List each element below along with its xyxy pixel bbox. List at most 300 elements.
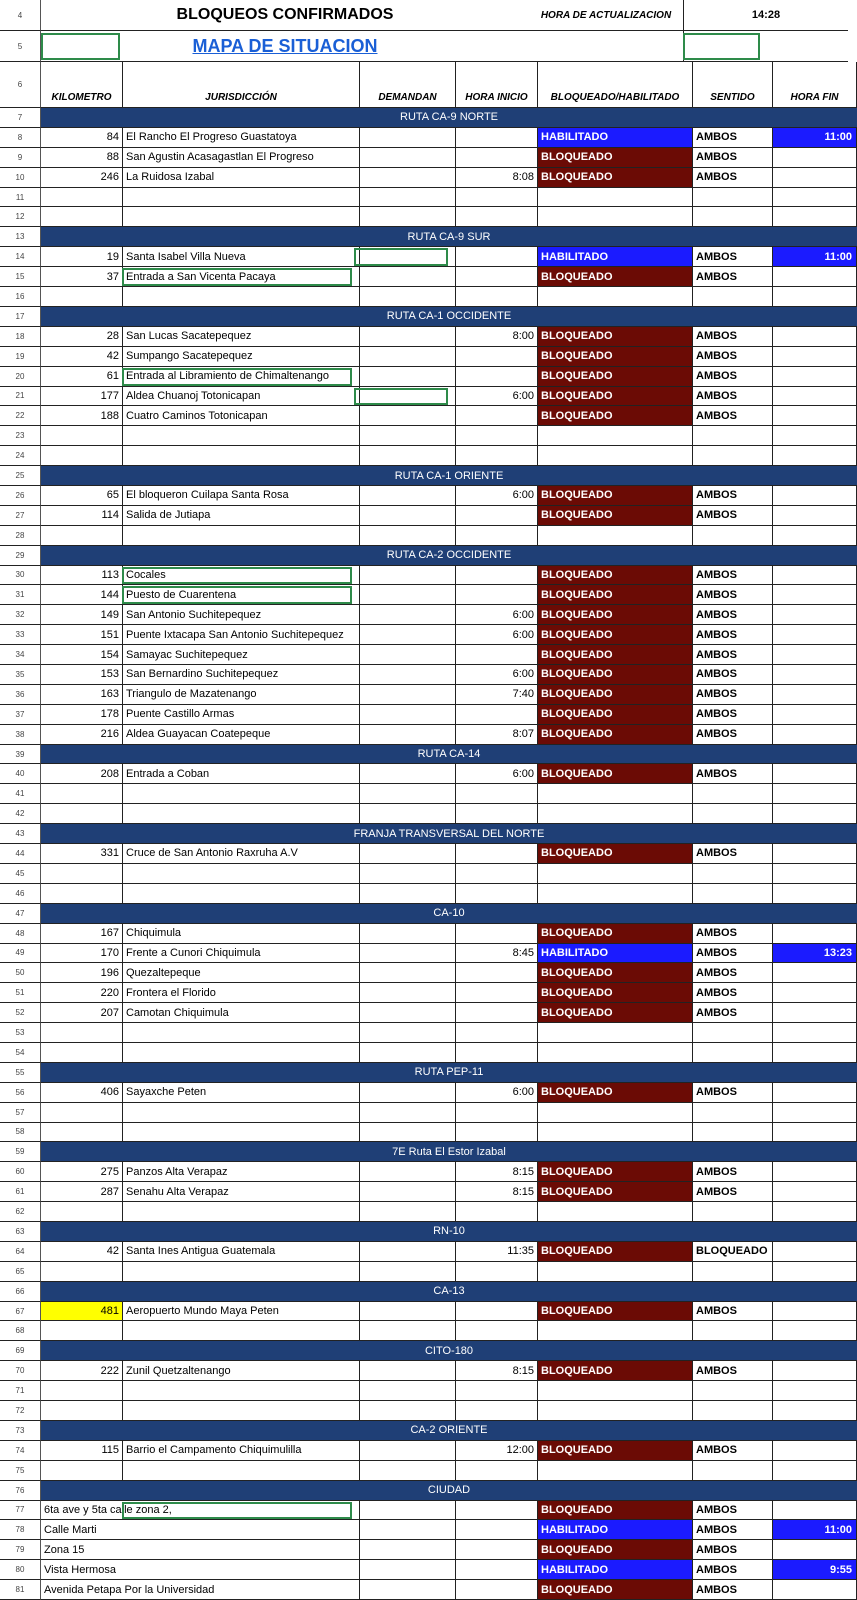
demandan-cell[interactable] [360, 168, 456, 188]
hora-inicio-cell[interactable] [456, 1003, 538, 1023]
demandan-cell[interactable] [360, 924, 456, 944]
demandan-cell[interactable] [360, 367, 456, 387]
kilometro-cell[interactable]: 153 [41, 665, 123, 685]
row-number[interactable]: 18 [0, 327, 41, 347]
sentido-cell[interactable] [693, 207, 773, 227]
sentido-cell[interactable]: AMBOS [693, 327, 773, 347]
hora-fin-cell[interactable] [773, 168, 857, 188]
kilometro-cell[interactable] [41, 526, 123, 546]
sentido-cell[interactable]: AMBOS [693, 645, 773, 665]
jurisdiccion-cell[interactable]: El Rancho El Progreso Guastatoya [123, 128, 360, 148]
jurisdiccion-cell[interactable]: Quezaltepeque [123, 963, 360, 983]
demandan-cell[interactable] [360, 1242, 456, 1262]
demandan-cell[interactable] [360, 1162, 456, 1182]
jurisdiccion-cell[interactable] [123, 1023, 360, 1043]
kilometro-cell[interactable]: 42 [41, 1242, 123, 1262]
hora-inicio-cell[interactable]: 11:35 [456, 1242, 538, 1262]
hora-fin-cell[interactable] [773, 446, 857, 466]
hora-fin-cell[interactable] [773, 884, 857, 904]
sentido-cell[interactable]: AMBOS [693, 1083, 773, 1103]
jurisdiccion-cell[interactable] [123, 446, 360, 466]
sentido-cell[interactable] [693, 864, 773, 884]
estado-cell[interactable] [538, 864, 693, 884]
sentido-cell[interactable]: AMBOS [693, 705, 773, 725]
row-number[interactable]: 6 [0, 62, 41, 108]
sentido-cell[interactable]: AMBOS [693, 247, 773, 267]
row-number[interactable]: 60 [0, 1162, 41, 1182]
demandan-cell[interactable] [360, 1202, 456, 1222]
sentido-cell[interactable] [693, 188, 773, 208]
kilometro-cell[interactable] [41, 1401, 123, 1421]
jurisdiccion-cell[interactable]: San Bernardino Suchitepequez [123, 665, 360, 685]
kilometro-cell[interactable]: 151 [41, 625, 123, 645]
hora-fin-cell[interactable]: 9:55 [773, 1560, 857, 1580]
hora-inicio-cell[interactable] [456, 1043, 538, 1063]
row-number[interactable]: 75 [0, 1461, 41, 1481]
kilometro-cell[interactable] [41, 804, 123, 824]
row-number[interactable]: 44 [0, 844, 41, 864]
estado-cell[interactable] [538, 446, 693, 466]
row-number[interactable]: 51 [0, 983, 41, 1003]
estado-cell[interactable]: HABILITADO [538, 944, 693, 964]
hora-fin-cell[interactable] [773, 1023, 857, 1043]
sentido-cell[interactable]: AMBOS [693, 685, 773, 705]
row-number[interactable]: 73 [0, 1421, 41, 1441]
kilometro-cell[interactable] [41, 784, 123, 804]
sentido-cell[interactable]: AMBOS [693, 1003, 773, 1023]
col-hora-fin[interactable]: HORA FIN [773, 62, 857, 108]
kilometro-cell[interactable]: 287 [41, 1182, 123, 1202]
hora-inicio-cell[interactable] [456, 188, 538, 208]
estado-cell[interactable] [538, 884, 693, 904]
hora-fin-cell[interactable] [773, 1162, 857, 1182]
hora-fin-cell[interactable] [773, 1043, 857, 1063]
row-number[interactable]: 5 [0, 31, 41, 62]
sentido-cell[interactable]: AMBOS [693, 506, 773, 526]
sentido-cell[interactable]: AMBOS [693, 844, 773, 864]
hora-inicio-cell[interactable] [456, 446, 538, 466]
demandan-cell[interactable] [360, 1003, 456, 1023]
jurisdiccion-cell[interactable]: Puesto de Cuarentena [123, 585, 360, 605]
estado-cell[interactable]: BLOQUEADO [538, 585, 693, 605]
sentido-cell[interactable] [693, 426, 773, 446]
hora-fin-cell[interactable] [773, 1242, 857, 1262]
jurisdiccion-cell[interactable]: Frente a Cunori Chiquimula [123, 944, 360, 964]
jurisdiccion-cell[interactable]: Triangulo de Mazatenango [123, 685, 360, 705]
demandan-cell[interactable] [360, 963, 456, 983]
row-number[interactable]: 31 [0, 585, 41, 605]
kilometro-cell[interactable] [41, 1043, 123, 1063]
estado-cell[interactable] [538, 426, 693, 446]
row-number[interactable]: 32 [0, 605, 41, 625]
sentido-cell[interactable]: AMBOS [693, 1182, 773, 1202]
row-number[interactable]: 74 [0, 1441, 41, 1461]
hora-fin-cell[interactable] [773, 1441, 857, 1461]
sentido-cell[interactable]: AMBOS [693, 605, 773, 625]
hora-inicio-cell[interactable] [456, 784, 538, 804]
jurisdiccion-cell[interactable]: Aldea Guayacan Coatepeque [123, 725, 360, 745]
hora-fin-cell[interactable] [773, 1302, 857, 1322]
jurisdiccion-cell[interactable]: Santa Isabel Villa Nueva [123, 247, 360, 267]
sentido-cell[interactable]: AMBOS [693, 1540, 773, 1560]
estado-cell[interactable]: BLOQUEADO [538, 725, 693, 745]
row-number[interactable]: 46 [0, 884, 41, 904]
demandan-cell[interactable] [360, 1321, 456, 1341]
estado-cell[interactable]: BLOQUEADO [538, 1083, 693, 1103]
kilometro-cell[interactable]: 481 [41, 1302, 123, 1322]
hora-fin-cell[interactable] [773, 924, 857, 944]
empty-cell[interactable] [529, 31, 684, 62]
row-number[interactable]: 48 [0, 924, 41, 944]
sentido-cell[interactable] [693, 1401, 773, 1421]
hora-inicio-cell[interactable] [456, 247, 538, 267]
row-number[interactable]: 58 [0, 1123, 41, 1143]
kilometro-cell[interactable]: 208 [41, 764, 123, 784]
row-number[interactable]: 54 [0, 1043, 41, 1063]
kilometro-cell[interactable]: 188 [41, 406, 123, 426]
row-number[interactable]: 77 [0, 1501, 41, 1521]
hora-inicio-cell[interactable] [456, 864, 538, 884]
row-number[interactable]: 36 [0, 685, 41, 705]
hora-fin-cell[interactable] [773, 685, 857, 705]
hora-fin-cell[interactable] [773, 1182, 857, 1202]
estado-cell[interactable] [538, 1262, 693, 1282]
jurisdiccion-cell[interactable]: Zona 15 [41, 1540, 360, 1560]
kilometro-cell[interactable]: 42 [41, 347, 123, 367]
hora-inicio-cell[interactable] [456, 1560, 538, 1580]
jurisdiccion-cell[interactable]: Panzos Alta Verapaz [123, 1162, 360, 1182]
hora-fin-cell[interactable] [773, 1361, 857, 1381]
hora-inicio-cell[interactable]: 8:45 [456, 944, 538, 964]
row-number[interactable]: 67 [0, 1302, 41, 1322]
row-number[interactable]: 25 [0, 466, 41, 486]
hora-inicio-cell[interactable] [456, 367, 538, 387]
row-number[interactable]: 65 [0, 1262, 41, 1282]
estado-cell[interactable]: BLOQUEADO [538, 347, 693, 367]
row-number[interactable]: 21 [0, 387, 41, 407]
demandan-cell[interactable] [360, 864, 456, 884]
estado-cell[interactable]: HABILITADO [538, 1560, 693, 1580]
estado-cell[interactable]: BLOQUEADO [538, 625, 693, 645]
jurisdiccion-cell[interactable] [123, 1123, 360, 1143]
col-kilometro[interactable]: KILOMETRO [41, 62, 123, 108]
kilometro-cell[interactable]: 222 [41, 1361, 123, 1381]
sentido-cell[interactable] [693, 446, 773, 466]
estado-cell[interactable]: BLOQUEADO [538, 705, 693, 725]
jurisdiccion-cell[interactable] [123, 1103, 360, 1123]
demandan-cell[interactable] [360, 944, 456, 964]
demandan-cell[interactable] [360, 804, 456, 824]
hora-inicio-cell[interactable] [456, 1520, 538, 1540]
sentido-cell[interactable]: AMBOS [693, 566, 773, 586]
hora-inicio-cell[interactable]: 8:00 [456, 327, 538, 347]
estado-cell[interactable]: HABILITADO [538, 128, 693, 148]
sentido-cell[interactable]: AMBOS [693, 367, 773, 387]
demandan-cell[interactable] [360, 725, 456, 745]
sentido-cell[interactable]: AMBOS [693, 924, 773, 944]
jurisdiccion-cell[interactable]: San Lucas Sacatepequez [123, 327, 360, 347]
hora-fin-cell[interactable] [773, 406, 857, 426]
kilometro-cell[interactable]: 196 [41, 963, 123, 983]
jurisdiccion-cell[interactable]: Frontera el Florido [123, 983, 360, 1003]
hora-fin-cell[interactable] [773, 725, 857, 745]
sentido-cell[interactable] [693, 1381, 773, 1401]
jurisdiccion-cell[interactable] [123, 864, 360, 884]
row-number[interactable]: 29 [0, 546, 41, 566]
kilometro-cell[interactable] [41, 1023, 123, 1043]
sentido-cell[interactable]: AMBOS [693, 267, 773, 287]
sentido-cell[interactable] [693, 526, 773, 546]
hora-inicio-cell[interactable]: 12:00 [456, 1441, 538, 1461]
hora-inicio-cell[interactable] [456, 983, 538, 1003]
demandan-cell[interactable] [360, 566, 456, 586]
hora-fin-cell[interactable]: 13:23 [773, 944, 857, 964]
estado-cell[interactable] [538, 188, 693, 208]
hora-inicio-cell[interactable]: 6:00 [456, 605, 538, 625]
row-number[interactable]: 64 [0, 1242, 41, 1262]
jurisdiccion-cell[interactable]: Samayac Suchitepequez [123, 645, 360, 665]
estado-cell[interactable] [538, 287, 693, 307]
jurisdiccion-cell[interactable]: Puente Castillo Armas [123, 705, 360, 725]
estado-cell[interactable]: BLOQUEADO [538, 566, 693, 586]
row-number[interactable]: 39 [0, 745, 41, 765]
hora-inicio-cell[interactable] [456, 705, 538, 725]
estado-cell[interactable]: BLOQUEADO [538, 267, 693, 287]
sentido-cell[interactable]: BLOQUEADO [693, 1242, 773, 1262]
row-number[interactable]: 12 [0, 207, 41, 227]
demandan-cell[interactable] [360, 705, 456, 725]
col-demandan[interactable]: DEMANDAN [360, 62, 456, 108]
jurisdiccion-cell[interactable]: Barrio el Campamento Chiquimulilla [123, 1441, 360, 1461]
jurisdiccion-cell[interactable] [123, 1461, 360, 1481]
jurisdiccion-cell[interactable]: Puente Ixtacapa San Antonio Suchitepequez [123, 625, 360, 645]
estado-cell[interactable] [538, 207, 693, 227]
estado-cell[interactable]: BLOQUEADO [538, 1540, 693, 1560]
sentido-cell[interactable] [693, 1262, 773, 1282]
row-number[interactable]: 7 [0, 108, 41, 128]
hora-fin-cell[interactable] [773, 625, 857, 645]
kilometro-cell[interactable]: 84 [41, 128, 123, 148]
hora-fin-cell[interactable] [773, 963, 857, 983]
jurisdiccion-cell[interactable] [123, 207, 360, 227]
sentido-cell[interactable]: AMBOS [693, 764, 773, 784]
demandan-cell[interactable] [360, 1123, 456, 1143]
jurisdiccion-cell[interactable]: Salida de Jutiapa [123, 506, 360, 526]
hora-fin-cell[interactable] [773, 864, 857, 884]
kilometro-cell[interactable] [41, 1202, 123, 1222]
hora-fin-cell[interactable] [773, 645, 857, 665]
hora-fin-cell[interactable] [773, 1083, 857, 1103]
estado-cell[interactable] [538, 1023, 693, 1043]
jurisdiccion-cell[interactable] [123, 804, 360, 824]
col-sentido[interactable]: SENTIDO [693, 62, 773, 108]
jurisdiccion-cell[interactable]: 6ta ave y 5ta calle zona 2, [41, 1501, 360, 1521]
estado-cell[interactable]: BLOQUEADO [538, 1361, 693, 1381]
estado-cell[interactable] [538, 784, 693, 804]
hora-fin-cell[interactable] [773, 585, 857, 605]
hora-inicio-cell[interactable] [456, 148, 538, 168]
hora-fin-cell[interactable]: 11:00 [773, 1520, 857, 1540]
estado-cell[interactable]: BLOQUEADO [538, 645, 693, 665]
kilometro-cell[interactable]: 28 [41, 327, 123, 347]
kilometro-cell[interactable]: 170 [41, 944, 123, 964]
row-number[interactable]: 81 [0, 1580, 41, 1600]
sentido-cell[interactable]: AMBOS [693, 1560, 773, 1580]
hora-fin-cell[interactable] [773, 1461, 857, 1481]
demandan-cell[interactable] [360, 1302, 456, 1322]
estado-cell[interactable]: BLOQUEADO [538, 685, 693, 705]
hora-inicio-cell[interactable] [456, 1401, 538, 1421]
hora-fin-cell[interactable] [773, 705, 857, 725]
jurisdiccion-cell[interactable]: Santa Ines Antigua Guatemala [123, 1242, 360, 1262]
hora-inicio-cell[interactable]: 8:15 [456, 1361, 538, 1381]
sentido-cell[interactable]: AMBOS [693, 387, 773, 407]
jurisdiccion-cell[interactable]: San Agustin Acasagastlan El Progreso [123, 148, 360, 168]
row-number[interactable]: 42 [0, 804, 41, 824]
hora-inicio-cell[interactable]: 6:00 [456, 665, 538, 685]
hora-inicio-cell[interactable] [456, 804, 538, 824]
jurisdiccion-cell[interactable] [123, 526, 360, 546]
sentido-cell[interactable] [693, 804, 773, 824]
hora-fin-cell[interactable] [773, 207, 857, 227]
estado-cell[interactable]: BLOQUEADO [538, 605, 693, 625]
estado-cell[interactable]: BLOQUEADO [538, 963, 693, 983]
hora-fin-cell[interactable]: 11:00 [773, 128, 857, 148]
sentido-cell[interactable]: AMBOS [693, 983, 773, 1003]
hora-inicio-cell[interactable]: 6:00 [456, 387, 538, 407]
row-number[interactable]: 8 [0, 128, 41, 148]
row-number[interactable]: 70 [0, 1361, 41, 1381]
demandan-cell[interactable] [360, 685, 456, 705]
row-number[interactable]: 35 [0, 665, 41, 685]
row-number[interactable]: 22 [0, 406, 41, 426]
hora-fin-cell[interactable] [773, 784, 857, 804]
sentido-cell[interactable]: AMBOS [693, 128, 773, 148]
row-number[interactable]: 79 [0, 1540, 41, 1560]
demandan-cell[interactable] [360, 1083, 456, 1103]
kilometro-cell[interactable]: 65 [41, 486, 123, 506]
estado-cell[interactable]: BLOQUEADO [538, 387, 693, 407]
hora-fin-cell[interactable] [773, 426, 857, 446]
kilometro-cell[interactable]: 144 [41, 585, 123, 605]
hora-inicio-cell[interactable] [456, 1540, 538, 1560]
jurisdiccion-cell[interactable] [123, 188, 360, 208]
demandan-cell[interactable] [360, 1023, 456, 1043]
jurisdiccion-cell[interactable]: La Ruidosa Izabal [123, 168, 360, 188]
jurisdiccion-cell[interactable] [123, 884, 360, 904]
hora-inicio-cell[interactable] [456, 267, 538, 287]
kilometro-cell[interactable] [41, 884, 123, 904]
jurisdiccion-cell[interactable]: El bloqueron Cuilapa Santa Rosa [123, 486, 360, 506]
demandan-cell[interactable] [360, 406, 456, 426]
hora-inicio-cell[interactable] [456, 1321, 538, 1341]
hora-inicio-cell[interactable] [456, 645, 538, 665]
sentido-cell[interactable] [693, 884, 773, 904]
jurisdiccion-cell[interactable]: Entrada a Coban [123, 764, 360, 784]
estado-cell[interactable]: BLOQUEADO [538, 406, 693, 426]
jurisdiccion-cell[interactable]: Avenida Petapa Por la Universidad [41, 1580, 360, 1600]
row-number[interactable]: 76 [0, 1481, 41, 1501]
sentido-cell[interactable]: AMBOS [693, 1441, 773, 1461]
sentido-cell[interactable]: AMBOS [693, 168, 773, 188]
jurisdiccion-cell[interactable]: Chiquimula [123, 924, 360, 944]
row-number[interactable]: 24 [0, 446, 41, 466]
sentido-cell[interactable]: AMBOS [693, 963, 773, 983]
sentido-cell[interactable]: AMBOS [693, 406, 773, 426]
hora-fin-cell[interactable] [773, 486, 857, 506]
estado-cell[interactable]: BLOQUEADO [538, 327, 693, 347]
sentido-cell[interactable]: AMBOS [693, 486, 773, 506]
row-number[interactable]: 4 [0, 0, 41, 31]
sentido-cell[interactable]: AMBOS [693, 585, 773, 605]
row-number[interactable]: 62 [0, 1202, 41, 1222]
hora-fin-cell[interactable] [773, 665, 857, 685]
hora-fin-cell[interactable] [773, 1540, 857, 1560]
sentido-cell[interactable]: AMBOS [693, 148, 773, 168]
estado-cell[interactable]: BLOQUEADO [538, 367, 693, 387]
hora-fin-cell[interactable] [773, 188, 857, 208]
row-number[interactable]: 56 [0, 1083, 41, 1103]
sentido-cell[interactable] [693, 1321, 773, 1341]
row-number[interactable]: 15 [0, 267, 41, 287]
jurisdiccion-cell[interactable] [123, 1401, 360, 1421]
row-number[interactable]: 78 [0, 1520, 41, 1540]
estado-cell[interactable]: BLOQUEADO [538, 486, 693, 506]
row-number[interactable]: 57 [0, 1103, 41, 1123]
hora-inicio-cell[interactable]: 7:40 [456, 685, 538, 705]
estado-cell[interactable]: HABILITADO [538, 247, 693, 267]
demandan-cell[interactable] [360, 1501, 456, 1521]
sentido-cell[interactable] [693, 784, 773, 804]
kilometro-cell[interactable]: 220 [41, 983, 123, 1003]
sentido-cell[interactable] [693, 1023, 773, 1043]
hora-fin-cell[interactable] [773, 983, 857, 1003]
demandan-cell[interactable] [360, 526, 456, 546]
col-estado[interactable]: BLOQUEADO/HABILITADO [538, 62, 693, 108]
jurisdiccion-cell[interactable]: Cuatro Caminos Totonicapan [123, 406, 360, 426]
hora-fin-cell[interactable] [773, 1501, 857, 1521]
kilometro-cell[interactable] [41, 446, 123, 466]
kilometro-cell[interactable]: 406 [41, 1083, 123, 1103]
hora-inicio-cell[interactable] [456, 1103, 538, 1123]
row-number[interactable]: 69 [0, 1341, 41, 1361]
col-jurisdiccion[interactable]: JURISDICCIÓN [123, 62, 360, 108]
sentido-cell[interactable]: AMBOS [693, 347, 773, 367]
demandan-cell[interactable] [360, 506, 456, 526]
row-number[interactable]: 49 [0, 944, 41, 964]
estado-cell[interactable]: HABILITADO [538, 1520, 693, 1540]
hora-fin-cell[interactable] [773, 327, 857, 347]
hora-inicio-cell[interactable] [456, 406, 538, 426]
row-number[interactable]: 23 [0, 426, 41, 446]
demandan-cell[interactable] [360, 188, 456, 208]
sentido-cell[interactable]: AMBOS [693, 1361, 773, 1381]
row-number[interactable]: 28 [0, 526, 41, 546]
hora-inicio-cell[interactable] [456, 585, 538, 605]
estado-cell[interactable] [538, 1123, 693, 1143]
row-number[interactable]: 68 [0, 1321, 41, 1341]
kilometro-cell[interactable]: 113 [41, 566, 123, 586]
demandan-cell[interactable] [360, 426, 456, 446]
demandan-cell[interactable] [360, 1381, 456, 1401]
sentido-cell[interactable] [693, 1202, 773, 1222]
kilometro-cell[interactable]: 19 [41, 247, 123, 267]
demandan-cell[interactable] [360, 1461, 456, 1481]
kilometro-cell[interactable]: 61 [41, 367, 123, 387]
jurisdiccion-cell[interactable]: Cocales [123, 566, 360, 586]
row-number[interactable]: 52 [0, 1003, 41, 1023]
row-number[interactable]: 66 [0, 1282, 41, 1302]
